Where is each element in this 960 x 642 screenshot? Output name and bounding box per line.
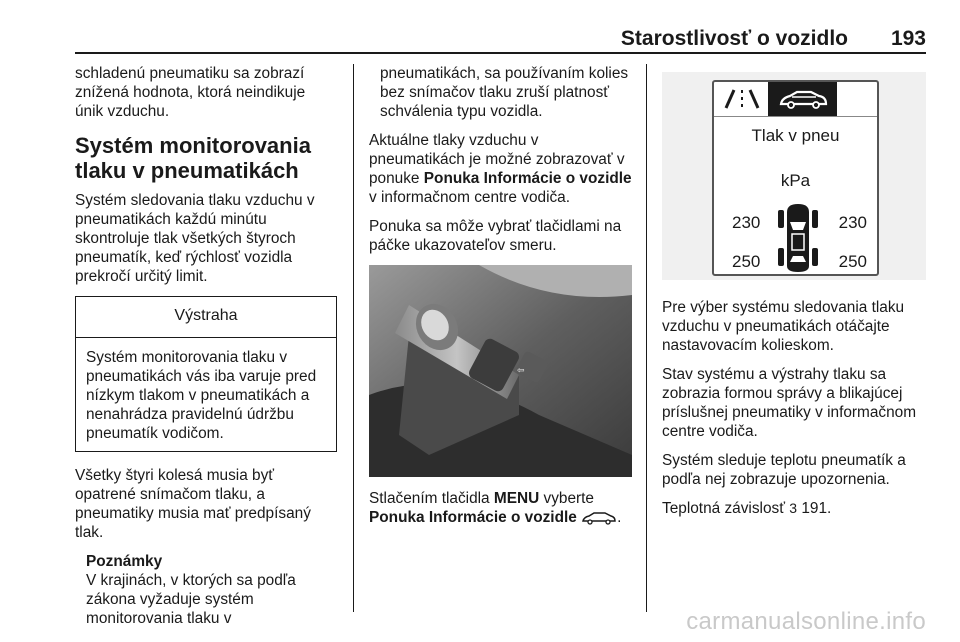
menu-name-bold: Ponuka Informácie o vozidle	[423, 170, 632, 187]
reference-page[interactable]: 191.	[797, 500, 832, 517]
menu-button-label: MENU	[493, 490, 540, 507]
lane-assist-icon	[720, 84, 764, 114]
warning-box	[75, 296, 337, 452]
note-continuation: pneumatikách, sa používaním kolies bez snímačov tlaku zruší platnosť schválenia typu vozidla.	[380, 65, 629, 120]
menu-text-c: v informačnom centre vodiča.	[369, 189, 571, 206]
note-text: V krajinách, v ktorých sa podľa zákona vyžaduje systém monitorovania tlaku v	[86, 572, 296, 627]
vehicle-info-car-icon	[768, 82, 837, 116]
menu-button-paragraph	[369, 489, 634, 527]
turn-signal-lever-image	[369, 265, 632, 477]
status-paragraph: Stav systému a výstrahy tlaku sa zobrazia formou správy a blikajúcej príslušnej pneumatiky v informačnom centre vodiča.	[662, 366, 917, 440]
rear-left-pressure: 250	[732, 252, 761, 271]
sensor-paragraph: Všetky štyri kolesá musia byť opatrené snímačom tlaku, a pneumatiky musia mať predpísaný tlak.	[75, 467, 311, 541]
reference-paragraph	[662, 499, 927, 518]
vehicle-info-menu-label: Ponuka Informácie o vozidle	[369, 509, 577, 526]
column-2	[369, 64, 634, 537]
front-left-pressure: 230	[732, 213, 761, 232]
tire-pressure-display-figure	[662, 72, 926, 280]
column-divider-2	[646, 64, 647, 612]
rear-right-pressure: 250	[838, 252, 867, 271]
car-icon	[581, 511, 617, 525]
press-text: Stlačením tlačidla	[369, 490, 494, 507]
select-text: vyberte	[539, 490, 594, 507]
svg-text:⇦: ⇦	[517, 365, 525, 375]
car-top-view-icon	[778, 202, 818, 274]
note-title: Poznámky	[86, 553, 163, 570]
reference-arrow-icon: 3	[789, 500, 798, 516]
column-3	[662, 64, 927, 528]
front-right-pressure: 230	[838, 213, 867, 232]
page-header	[0, 0, 960, 50]
display-title: Tlak v pneu	[751, 126, 840, 145]
watermark: carmanualsonline.info	[686, 608, 926, 635]
menu-text-a: Aktuálne tlaky vzduchu v pneumatikách je možné zobrazovať v ponuke	[369, 132, 625, 187]
warning-text: Systém monitorovania tlaku v pneumatikách vás iba varuje pred nízkym tlakom v pneumatikách a nenahrádza pravidelnú údržbu pneumatík vodičom.	[86, 349, 317, 442]
display-tab-bar	[714, 82, 877, 117]
page-number: 193	[890, 27, 926, 50]
period: .	[617, 509, 622, 526]
temperature-paragraph: Systém sleduje teplotu pneumatík a podľa nej zobrazuje upozornenia.	[662, 452, 906, 488]
wheel-paragraph: Pre výber systému sledovania tlaku vzduchu v pneumatikách otáčajte nastavovacím kolieskom.	[662, 299, 905, 354]
pressure-unit: kPa	[780, 171, 811, 190]
section-heading: Systém monitorovania tlaku v pneumatikách	[75, 133, 311, 183]
section-title: Starostlivosť o vozidlo	[620, 27, 848, 50]
header-rule	[75, 52, 926, 54]
column-1	[75, 64, 337, 628]
warning-title: Výstraha	[76, 297, 336, 338]
reference-text: Teplotná závislosť	[662, 500, 790, 517]
vehicle-info-tab	[768, 82, 837, 116]
lever-paragraph: Ponuka sa môže vybrať tlačidlami na páčke ukazovateľov smeru.	[369, 218, 622, 254]
column-divider-1	[353, 64, 354, 612]
intro-paragraph: schladenú pneumatiku sa zobrazí znížená hodnota, ktorá neindikuje únik vzduchu.	[75, 65, 306, 120]
driver-info-screen	[712, 80, 879, 276]
tpms-paragraph: Systém sledovania tlaku vzduchu v pneumatikách každú minútu skontroluje tlak všetkých štyroch pneumatík, keď rýchlosť vozidla prekročí určitý limit.	[75, 192, 315, 285]
note-block	[86, 552, 337, 628]
menu-paragraph	[369, 131, 634, 207]
